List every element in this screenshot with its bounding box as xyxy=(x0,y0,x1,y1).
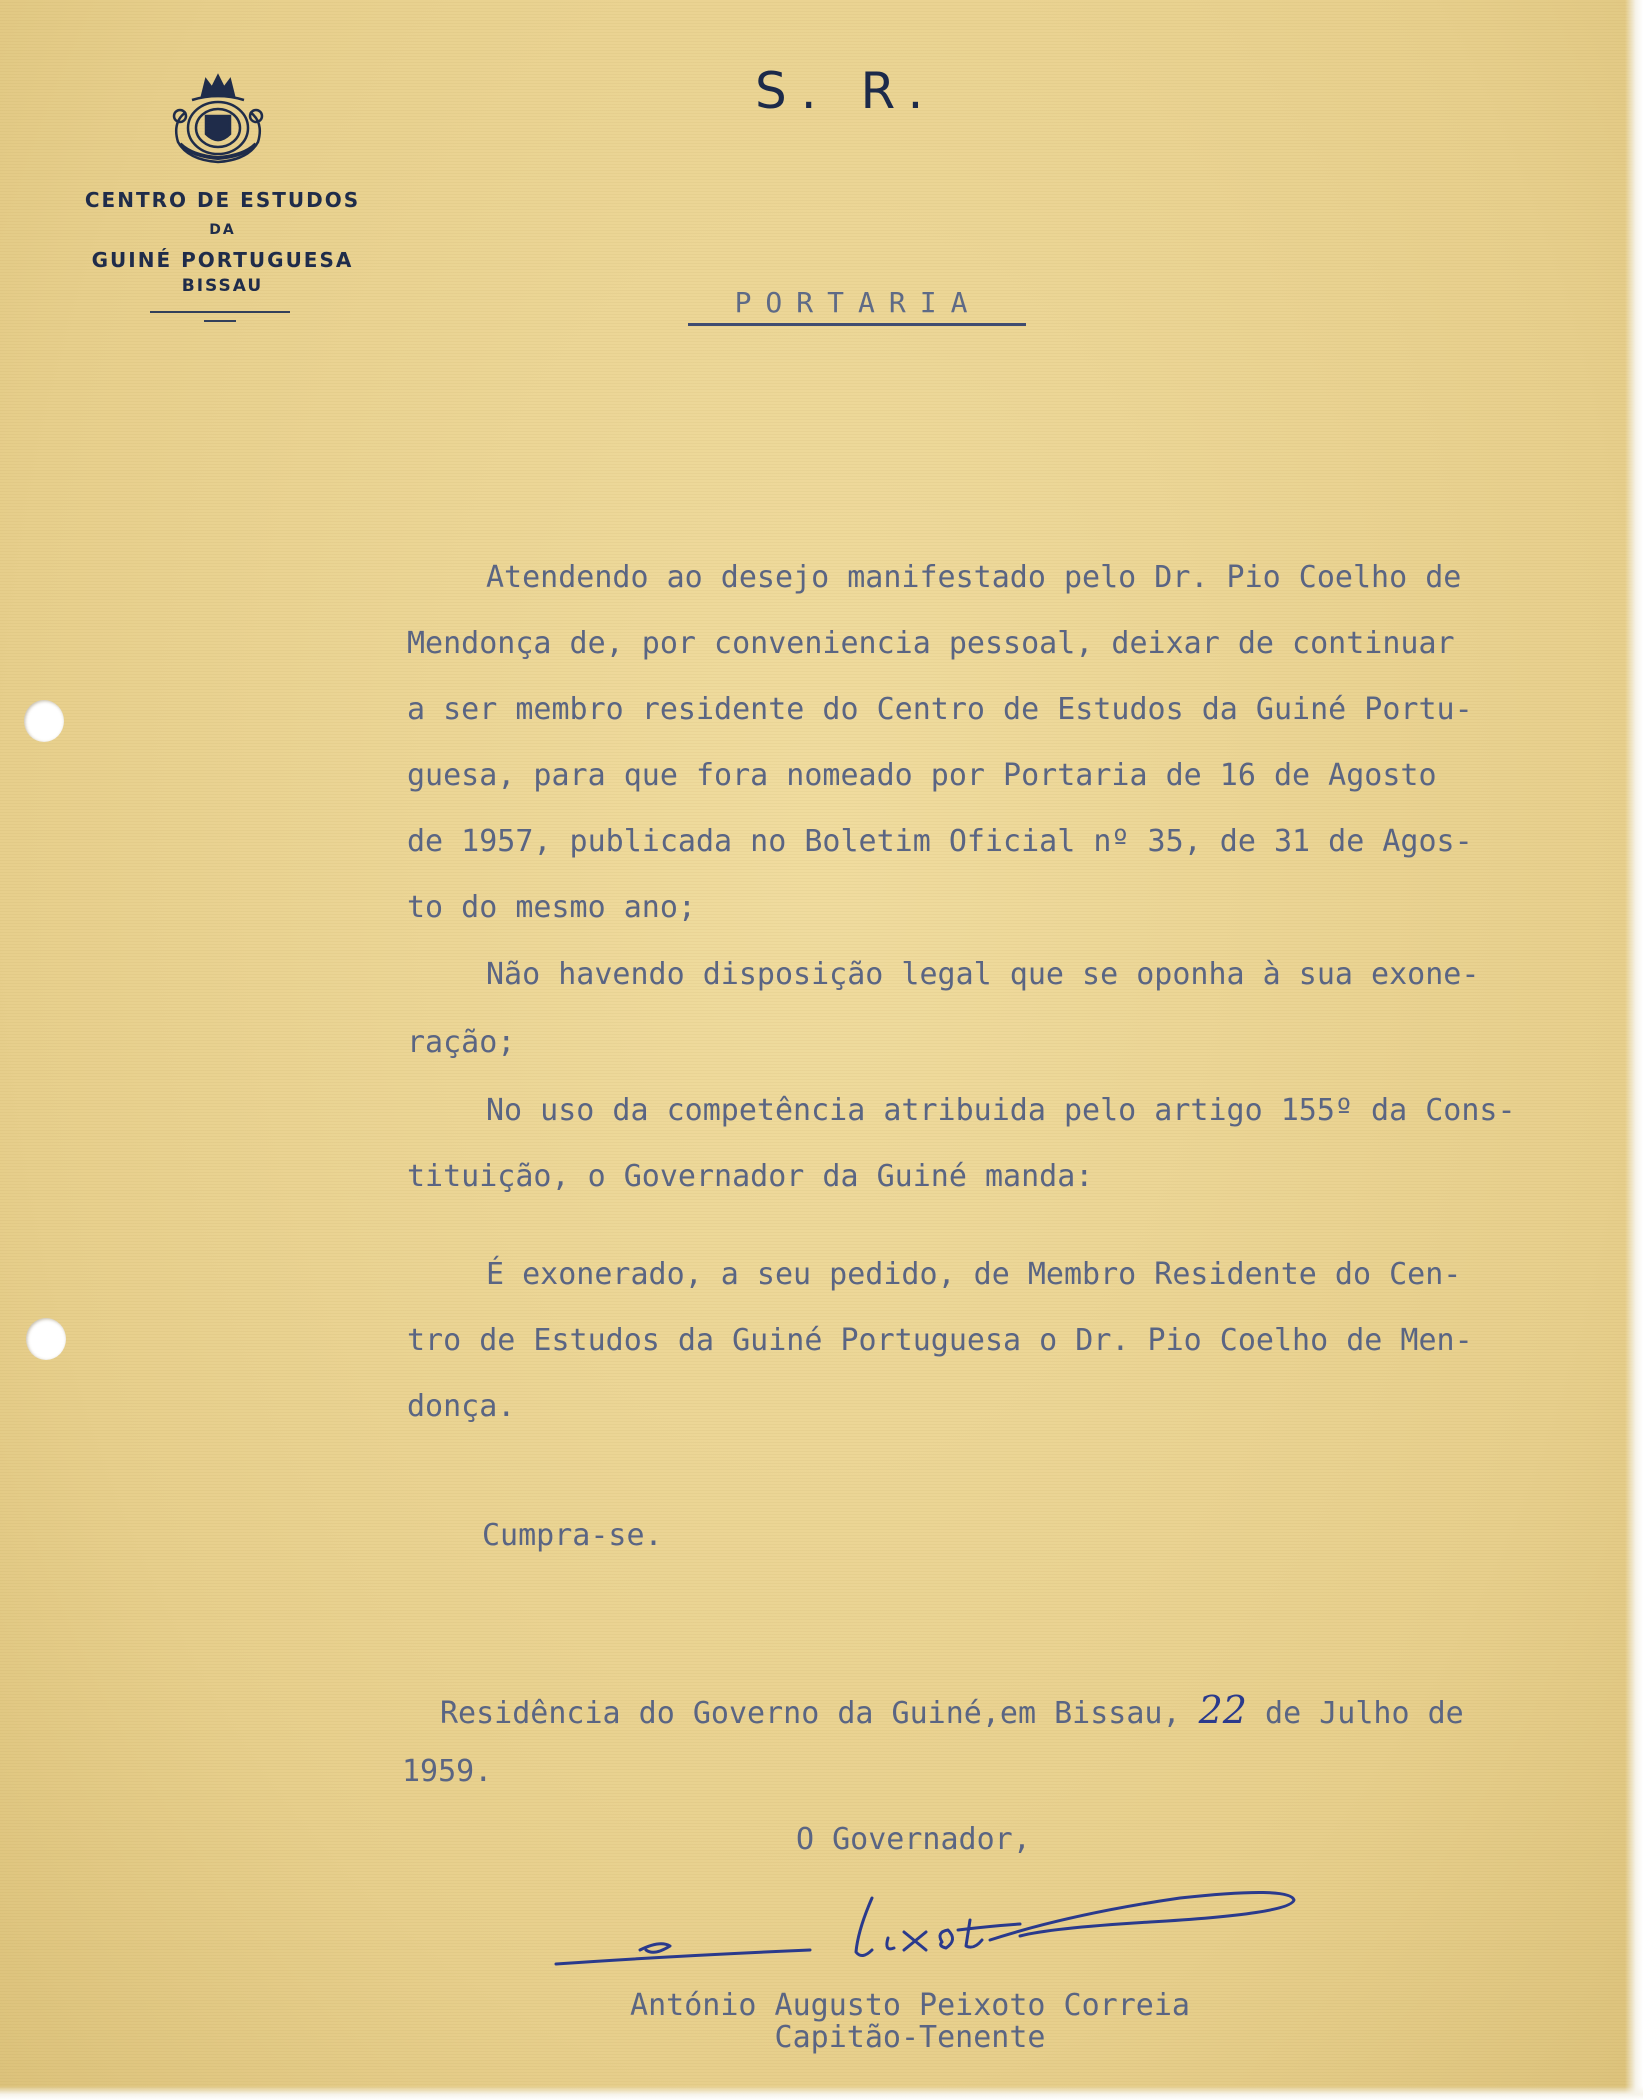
handwritten-day: 22 xyxy=(1198,1688,1247,1732)
document-title: PORTARIA xyxy=(734,286,982,319)
body-line: guesa, para que fora nomeado por Portaria de 16 de Agosto xyxy=(407,758,1437,793)
body-line: É exonerado, a seu pedido, de Membro Residente do Cen- xyxy=(486,1257,1462,1292)
title-underline xyxy=(688,323,1026,326)
body-line: de 1957, publicada no Boletim Oficial nº 35, de 31 de Agos- xyxy=(407,824,1473,859)
coat-of-arms-crest-icon xyxy=(162,66,274,170)
letterhead-line-2: DA xyxy=(209,222,236,238)
letterhead-line-3: GUINÉ PORTUGUESA xyxy=(91,248,354,272)
place-date-line xyxy=(440,1690,1464,1734)
signatory-name: António Augusto Peixoto Correia xyxy=(630,1988,1190,2023)
handwritten-signature xyxy=(550,1880,1300,1980)
body-line: donça. xyxy=(407,1389,516,1424)
body-line: Não havendo disposição legal que se oponha à sua exone- xyxy=(486,957,1480,992)
paper-edge-right xyxy=(1625,0,1643,2100)
header-mark: S. R. xyxy=(755,62,938,120)
body-line: to do mesmo ano; xyxy=(407,890,696,925)
letterhead-rule-short xyxy=(204,320,236,322)
punch-hole-top xyxy=(24,700,64,742)
body-line: Atendendo ao desejo manifestado pelo Dr. Pio Coelho de xyxy=(486,560,1462,595)
body-line: Mendonça de, por conveniencia pessoal, deixar de continuar xyxy=(407,626,1455,661)
signatory-rank: Capitão-Tenente xyxy=(774,2020,1046,2055)
paper-edge-bottom xyxy=(0,2086,1643,2100)
body-line: tituição, o Governador da Guiné manda: xyxy=(407,1159,1094,1194)
body-line-cumpra: Cumpra-se. xyxy=(482,1518,663,1553)
closing-salutation: O Governador, xyxy=(796,1822,1031,1857)
place-date-year: 1959. xyxy=(402,1754,493,1789)
letterhead-line-1: CENTRO DE ESTUDOS xyxy=(84,188,361,212)
body-line: No uso da competência atribuida pelo artigo 155º da Cons- xyxy=(486,1093,1516,1128)
body-line: a ser membro residente do Centro de Estudos da Guiné Portu- xyxy=(407,692,1473,727)
place-date-prefix: Residência do Governo da Guiné,em Bissau, xyxy=(440,1696,1181,1731)
place-date-suffix: de Julho de xyxy=(1265,1696,1464,1731)
letterhead-rule xyxy=(150,311,290,313)
body-line: tro de Estudos da Guiné Portuguesa o Dr. Pio Coelho de Men- xyxy=(407,1323,1473,1358)
body-line: ração; xyxy=(407,1025,516,1060)
punch-hole-bottom xyxy=(26,1318,66,1360)
letterhead-line-4: BISSAU xyxy=(181,276,264,296)
